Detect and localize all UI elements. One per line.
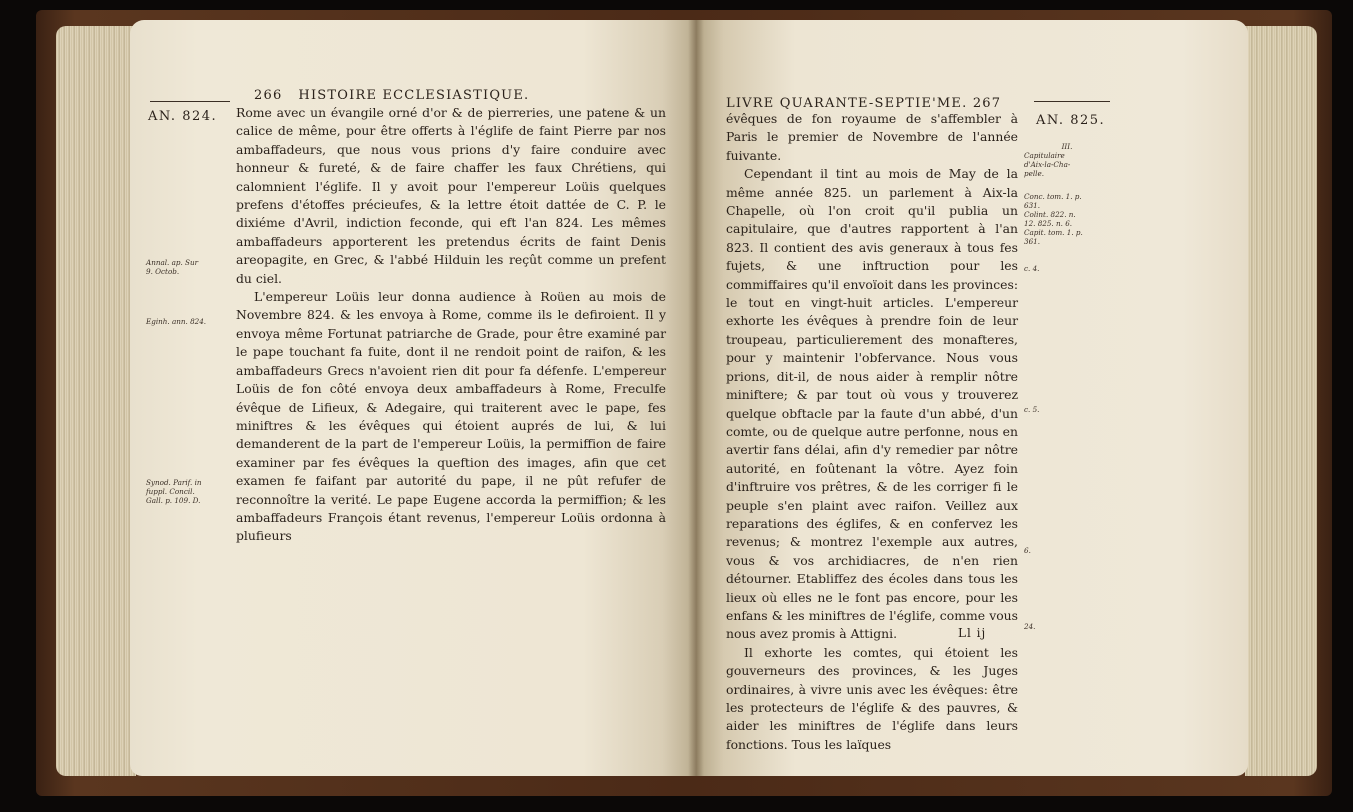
- body-text-left: [236, 104, 666, 546]
- margin-note: Synod. Parif. in fuppl. Concil. Gall. p. 109. D.: [146, 478, 202, 505]
- page-edges-left: [56, 26, 136, 776]
- signature-mark: Ll ij: [958, 626, 987, 640]
- book-gutter: [688, 20, 704, 776]
- head-rule: [1034, 101, 1110, 102]
- page-number: 267: [972, 96, 1002, 111]
- body-text-right: [726, 110, 1018, 754]
- margin-note: Eginh. ann. 824.: [146, 317, 207, 326]
- margin-year: AN. 824.: [148, 109, 218, 124]
- margin-note: c. 5.: [1024, 405, 1040, 414]
- margin-note: 6.: [1024, 546, 1031, 555]
- right-page: [696, 20, 1248, 776]
- margin-year: AN. 825.: [1036, 113, 1106, 128]
- margin-note: 24.: [1024, 622, 1036, 631]
- head-rule: [150, 101, 230, 102]
- paragraph: Cependant il tint au mois de May de la même année 825. un parlement à Aix-la Chapelle, où l'on croit qu'il publia un capitulaire, que d'autres rapportent à l'an 823. Il contient des avis generaux à tous fes fujets, & une inftruction pour les commiffaires qu'il envoïoit dans les provinces: le tout en vingt-huit articles. L'empereur exhorte les évêques à prendre foin de leur troupeau, particulierement des monafteres, pour y maintenir l'obfervance. Nous vous prions, dit-il, de nous aider à remplir nôtre miniftere; & par tout où vous y trouverez quelque obftacle par la faute d'un abbé, d'un comte, ou de quelque autre perfonne, nous en avertir fans délai, afin d'y remedier par nôtre autorité, en foûtenant la vôtre. Ayez foin d'inftruire vos prêtres, & de les corriger fi le peuple s'en plaint avec raifon. Veillez aux reparations des églifes, & en confervez les revenus; & montrez l'exemple aux autres, vous & vos archidiacres, de n'en rien détourner. Etabliffez des écoles dans tous les lieux où elles ne le font pas encore, pour les enfans & les miniftres de l'églife, comme vous nous avez promis à Attigni.: [726, 166, 1018, 642]
- running-head-right: [726, 96, 1001, 111]
- paragraph: évêques de fon royaume de s'affembler à Paris le premier de Novembre de l'année fuivante.: [726, 111, 1018, 163]
- paragraph: Rome avec un évangile orné d'or & de pierreries, une patene & un calice de même, pour être offerts à l'églife de faint Pierre par nos ambaffadeurs, que nous vous prions d'y faire conduire avec honneur & fureté, & de faire chaffer les faux Chrétiens, qui calomnient l'églife. Il y avoit pour l'empereur Loüis quelques prefens d'étoffes précieufes, & la lettre étoit dattée de C. P. le dixiéme d'Avril, indiction feconde, qui eft l'an 824. Les mêmes ambaffadeurs apporterent les pretendus écrits de faint Denis areopagite, en Grec, & l'abbé Hilduin les reçût comme un prefent du ciel.: [236, 105, 666, 286]
- margin-note: III. Capitulaire d'Aix-la-Cha- pelle.: [1024, 142, 1073, 178]
- paragraph: L'empereur Loüis leur donna audience à Roüen au mois de Novembre 824. & les envoya à Rome, comme ils le defiroient. Il y envoya même Fortunat patriarche de Grade, pour être examiné par le pape touchant fa fuite, dont il ne rendoit point de raifon, & les ambaffadeurs Grecs n'avoient rien dit pour fa défenfe. L'empereur Loüis de fon côté envoya deux ambaffadeurs à Rome, Freculfe évêque de Lifieux, & Adegaire, qui traiterent avec le pape, fes miniftres & les évêques qui étoient auprés de lui, & lui demanderent de la part de l'empereur Loüis, la permiffion de faire examiner par fes évêques la queftion des images, afin que cet examen fe faifant par autorité du pape, il ne pût refufer de reconnoître la verité. Le pape Eugene accorda la permiffion; & les ambaffadeurs François étant revenus, l'empereur Loüis ordonna à plufieurs: [236, 289, 666, 544]
- left-page: [130, 20, 696, 776]
- running-title: HISTOIRE ECCLESIASTIQUE.: [298, 88, 530, 103]
- margin-note: Annal. ap. Sur 9. Octob.: [146, 258, 199, 276]
- page-number: 266: [254, 88, 283, 103]
- margin-note: c. 4.: [1024, 264, 1040, 273]
- running-head-left: [254, 88, 529, 103]
- margin-note: Conc. tom. 1. p. 631. Colint. 822. n. 12. 825. n. 6. Capit. tom. 1. p. 361.: [1024, 192, 1083, 246]
- running-title: LIVRE QUARANTE-SEPTIE'ME.: [726, 96, 968, 111]
- paragraph: Il exhorte les comtes, qui étoient les gouverneurs des provinces, & les Juges ordinaires, à vivre unis avec les évêques: être les protecteurs de l'églife & des pauvres, & aider les miniftres de l'églife dans leurs fonctions. Tous les laïques: [726, 644, 1018, 752]
- page-edges-right: [1245, 26, 1317, 776]
